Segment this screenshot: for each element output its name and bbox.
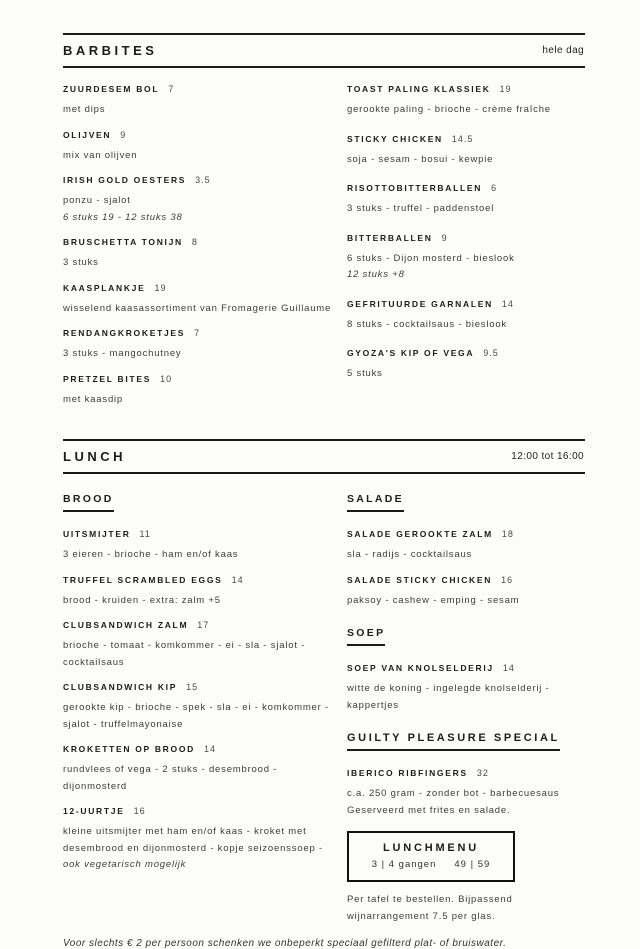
menu-item-gyozas xyxy=(347,347,585,383)
menu-item-price: 15 xyxy=(186,682,199,692)
menu-item-price: 18 xyxy=(501,529,514,539)
salade-heading: SALADE xyxy=(347,493,404,512)
menu-item-price: 32 xyxy=(476,768,489,778)
menu-item-title: 12-UURTJE 16 xyxy=(63,806,146,816)
menu-item-title: KAASPLANKJE 19 xyxy=(63,282,167,293)
menu-item-gefrituurde-garnalen xyxy=(347,298,585,334)
menu-item-price: 3.5 xyxy=(195,175,211,185)
menu-item-bitterballen xyxy=(347,232,585,284)
lunchmenu-box xyxy=(347,831,515,882)
menu-item-desc: kleine uitsmijter met ham en/of kaas - kroket met desembrood en dijonmosterd - kopje seizoenssoep - ook vegetarisch mogelijk xyxy=(63,826,323,870)
menu-item-price: 6 xyxy=(491,183,498,193)
menu-item-price: 7 xyxy=(168,84,175,94)
menu-item-olijven xyxy=(63,129,335,165)
menu-item-price: 14 xyxy=(231,574,244,585)
menu-item-title: RENDANGKROKETJES 7 xyxy=(63,328,201,338)
menu-item-title: GYOZA'S KIP OF VEGA 9.5 xyxy=(347,348,499,358)
barbites-availability: hele dag xyxy=(542,45,584,56)
menu-item-price: 14 xyxy=(502,663,515,673)
menu-item-iberico-ribfingers xyxy=(347,767,585,819)
menu-item-desc: met kaasdip xyxy=(63,393,124,405)
menu-item-price: 19 xyxy=(154,282,167,293)
menu-item-soep-van-knolselderij xyxy=(347,662,585,714)
menu-item-desc: c.a. 250 gram - zonder bot - barbecuesaus xyxy=(347,788,560,799)
menu-item-price: 14.5 xyxy=(451,133,474,144)
menu-item-desc: 8 stuks - cocktailsaus - bieslook xyxy=(347,318,507,330)
menu-item-title: BITTERBALLEN 9 xyxy=(347,232,448,243)
menu-item-desc: ponzu - sjalot xyxy=(63,195,131,206)
menu-item-price: 8 xyxy=(191,237,198,247)
menu-item-12-uurtje xyxy=(63,805,335,874)
menu-item-desc: 3 eieren - brioche - ham en/of kaas xyxy=(63,549,239,560)
menu-item-risottobitterballen xyxy=(347,182,585,218)
menu-item-desc: soja - sesam - bosui - kewpie xyxy=(347,153,494,165)
menu-item-zuurdesem-bol xyxy=(63,83,335,119)
lunchmenu-prices: 49 | 59 xyxy=(454,859,491,870)
menu-item-price: 9.5 xyxy=(483,348,499,358)
menu-item-price: 11 xyxy=(139,529,151,539)
menu-item-irish-gold-oesters xyxy=(63,174,335,226)
menu-item-salade-gerookte-zalm xyxy=(347,528,585,564)
barbites-section xyxy=(63,33,585,418)
menu-item-title: TRUFFEL SCRAMBLED EGGS 14 xyxy=(63,574,244,585)
lunch-section xyxy=(63,439,585,925)
menu-item-clubsandwich-zalm xyxy=(63,619,335,671)
menu-item-desc: 3 stuks - truffel - paddenstoel xyxy=(347,203,495,214)
menu-item-desc: 5 stuks xyxy=(347,368,383,379)
salade-heading-wrap xyxy=(347,489,585,512)
menu-item-desc: gerookte paling - brioche - crème fraîche xyxy=(347,104,551,115)
lunchmenu-note: Per tafel te bestellen. Bijpassend wijnarrangement 7.5 per glas. xyxy=(347,894,513,922)
menu-item-title: IBERICO RIBFINGERS 32 xyxy=(347,768,489,778)
lunchmenu-line xyxy=(353,859,509,870)
menu-item-desc: rundvlees of vega - 2 stuks - desembrood - dijonmosterd xyxy=(63,764,278,792)
menu-item-salade-sticky-chicken xyxy=(347,574,585,610)
menu-item-title: GEFRITUURDE GARNALEN 14 xyxy=(347,298,514,309)
menu-item-desc: gerookte kip - brioche - spek - sla - ei - komkommer - sjalot - truffelmayonaise xyxy=(63,702,329,730)
menu-item-price: 9 xyxy=(120,129,127,140)
menu-item-price: 7 xyxy=(194,328,201,338)
menu-item-title: OLIJVEN 9 xyxy=(63,129,127,140)
menu-item-price: 14 xyxy=(203,744,216,754)
barbites-columns xyxy=(63,83,585,418)
soep-heading: SOEP xyxy=(347,627,385,646)
menu-item-title: KROKETTEN OP BROOD 14 xyxy=(63,744,216,754)
menu-item-title: SALADE STICKY CHICKEN 16 xyxy=(347,574,514,585)
menu-item-desc: 3 stuks xyxy=(63,257,99,268)
barbites-column-right xyxy=(347,83,585,418)
menu-item-title: CLUBSANDWICH KIP 15 xyxy=(63,682,199,692)
menu-item-desc: brioche - tomaat - komkommer - ei - sla - sjalot - cocktailsaus xyxy=(63,640,306,668)
menu-item-desc: 3 stuks - mangochutney xyxy=(63,348,182,359)
footer-note: Voor slechts € 2 per persoon schenken we onbeperkt speciaal gefilterd plat- of bruiswater. xyxy=(63,938,507,949)
menu-item-title: SOEP VAN KNOLSELDERIJ 14 xyxy=(347,663,515,673)
menu-item-price: 14 xyxy=(501,298,514,309)
brood-heading: BROOD xyxy=(63,493,114,512)
menu-item-truffel-scrambled-eggs xyxy=(63,574,335,610)
barbites-title: BARBITES xyxy=(63,43,158,58)
menu-item-title: SALADE GEROOKTE ZALM 18 xyxy=(347,529,514,539)
barbites-column-left xyxy=(63,83,335,418)
menu-item-clubsandwich-kip xyxy=(63,681,335,733)
lunch-availability: 12:00 tot 16:00 xyxy=(511,451,584,462)
menu-item-rendangkroketjes xyxy=(63,327,335,363)
brood-heading-wrap xyxy=(63,489,335,512)
menu-item-desc-line2: Geserveerd met frites en salade. xyxy=(347,804,511,816)
menu-item-bruschetta-tonijn xyxy=(63,236,335,272)
menu-item-price: 16 xyxy=(133,806,146,816)
menu-item-title: BRUSCHETTA TONIJN 8 xyxy=(63,237,198,247)
menu-item-price: 16 xyxy=(501,574,514,585)
menu-item-title: ZUURDESEM BOL 7 xyxy=(63,84,175,94)
menu-item-desc: mix van olijven xyxy=(63,149,138,161)
menu-item-title: IRISH GOLD OESTERS 3.5 xyxy=(63,175,211,185)
barbites-header xyxy=(63,33,585,68)
menu-item-price: 10 xyxy=(160,373,173,384)
menu-item-title: STICKY CHICKEN 14.5 xyxy=(347,133,474,144)
menu-item-desc: brood - kruiden - extra: zalm +5 xyxy=(63,594,221,606)
menu-item-desc: witte de koning - ingelegde knolselderij - kappertjes xyxy=(347,683,550,711)
menu-item-title: PRETZEL BITES 10 xyxy=(63,373,173,384)
menu-item-title: CLUBSANDWICH ZALM 17 xyxy=(63,620,210,630)
menu-item-desc: paksoy - cashew - emping - sesam xyxy=(347,594,520,606)
lunch-column-left xyxy=(63,489,335,925)
menu-item-toast-paling xyxy=(347,83,585,119)
menu-item-kaasplankje xyxy=(63,282,335,318)
menu-item-title: RISOTTOBITTERBALLEN 6 xyxy=(347,183,498,193)
soep-heading-wrap xyxy=(347,623,585,646)
menu-item-price: 19 xyxy=(499,84,512,94)
menu-item-desc: 6 stuks - Dijon mosterd - bieslook xyxy=(347,252,515,264)
menu-item-sticky-chicken xyxy=(347,133,585,169)
menu-item-title: UITSMIJTER 11 xyxy=(63,529,151,539)
menu-item-desc: met dips xyxy=(63,104,106,115)
menu-item-desc: sla - radijs - cocktailsaus xyxy=(347,549,473,560)
menu-item-desc: wisselend kaasassortiment van Fromagerie Guillaume xyxy=(63,302,332,314)
menu-item-uitsmijter xyxy=(63,528,335,564)
menu-item-pretzel-bites xyxy=(63,373,335,409)
lunch-header xyxy=(63,439,585,474)
lunchmenu-title: LUNCHMENU xyxy=(382,842,480,854)
menu-item-price: 17 xyxy=(197,620,210,630)
guilty-pleasure-heading-wrap xyxy=(347,728,585,751)
menu-item-desc-italic: ook vegetarisch mogelijk xyxy=(63,859,187,870)
guilty-pleasure-heading: GUILTY PLEASURE SPECIAL xyxy=(347,732,560,751)
menu-item-price: 9 xyxy=(441,232,448,243)
lunch-title: LUNCH xyxy=(63,449,126,464)
lunchmenu-courses: 3 | 4 gangen xyxy=(371,859,437,870)
lunch-column-right xyxy=(347,489,585,925)
lunch-columns xyxy=(63,489,585,925)
menu-item-title: TOAST PALING KLASSIEK 19 xyxy=(347,84,512,94)
menu-item-kroketten-op-brood xyxy=(63,743,335,795)
menu-item-note: 6 stuks 19 - 12 stuks 38 xyxy=(63,211,183,223)
menu-item-note: 12 stuks +8 xyxy=(347,269,405,280)
